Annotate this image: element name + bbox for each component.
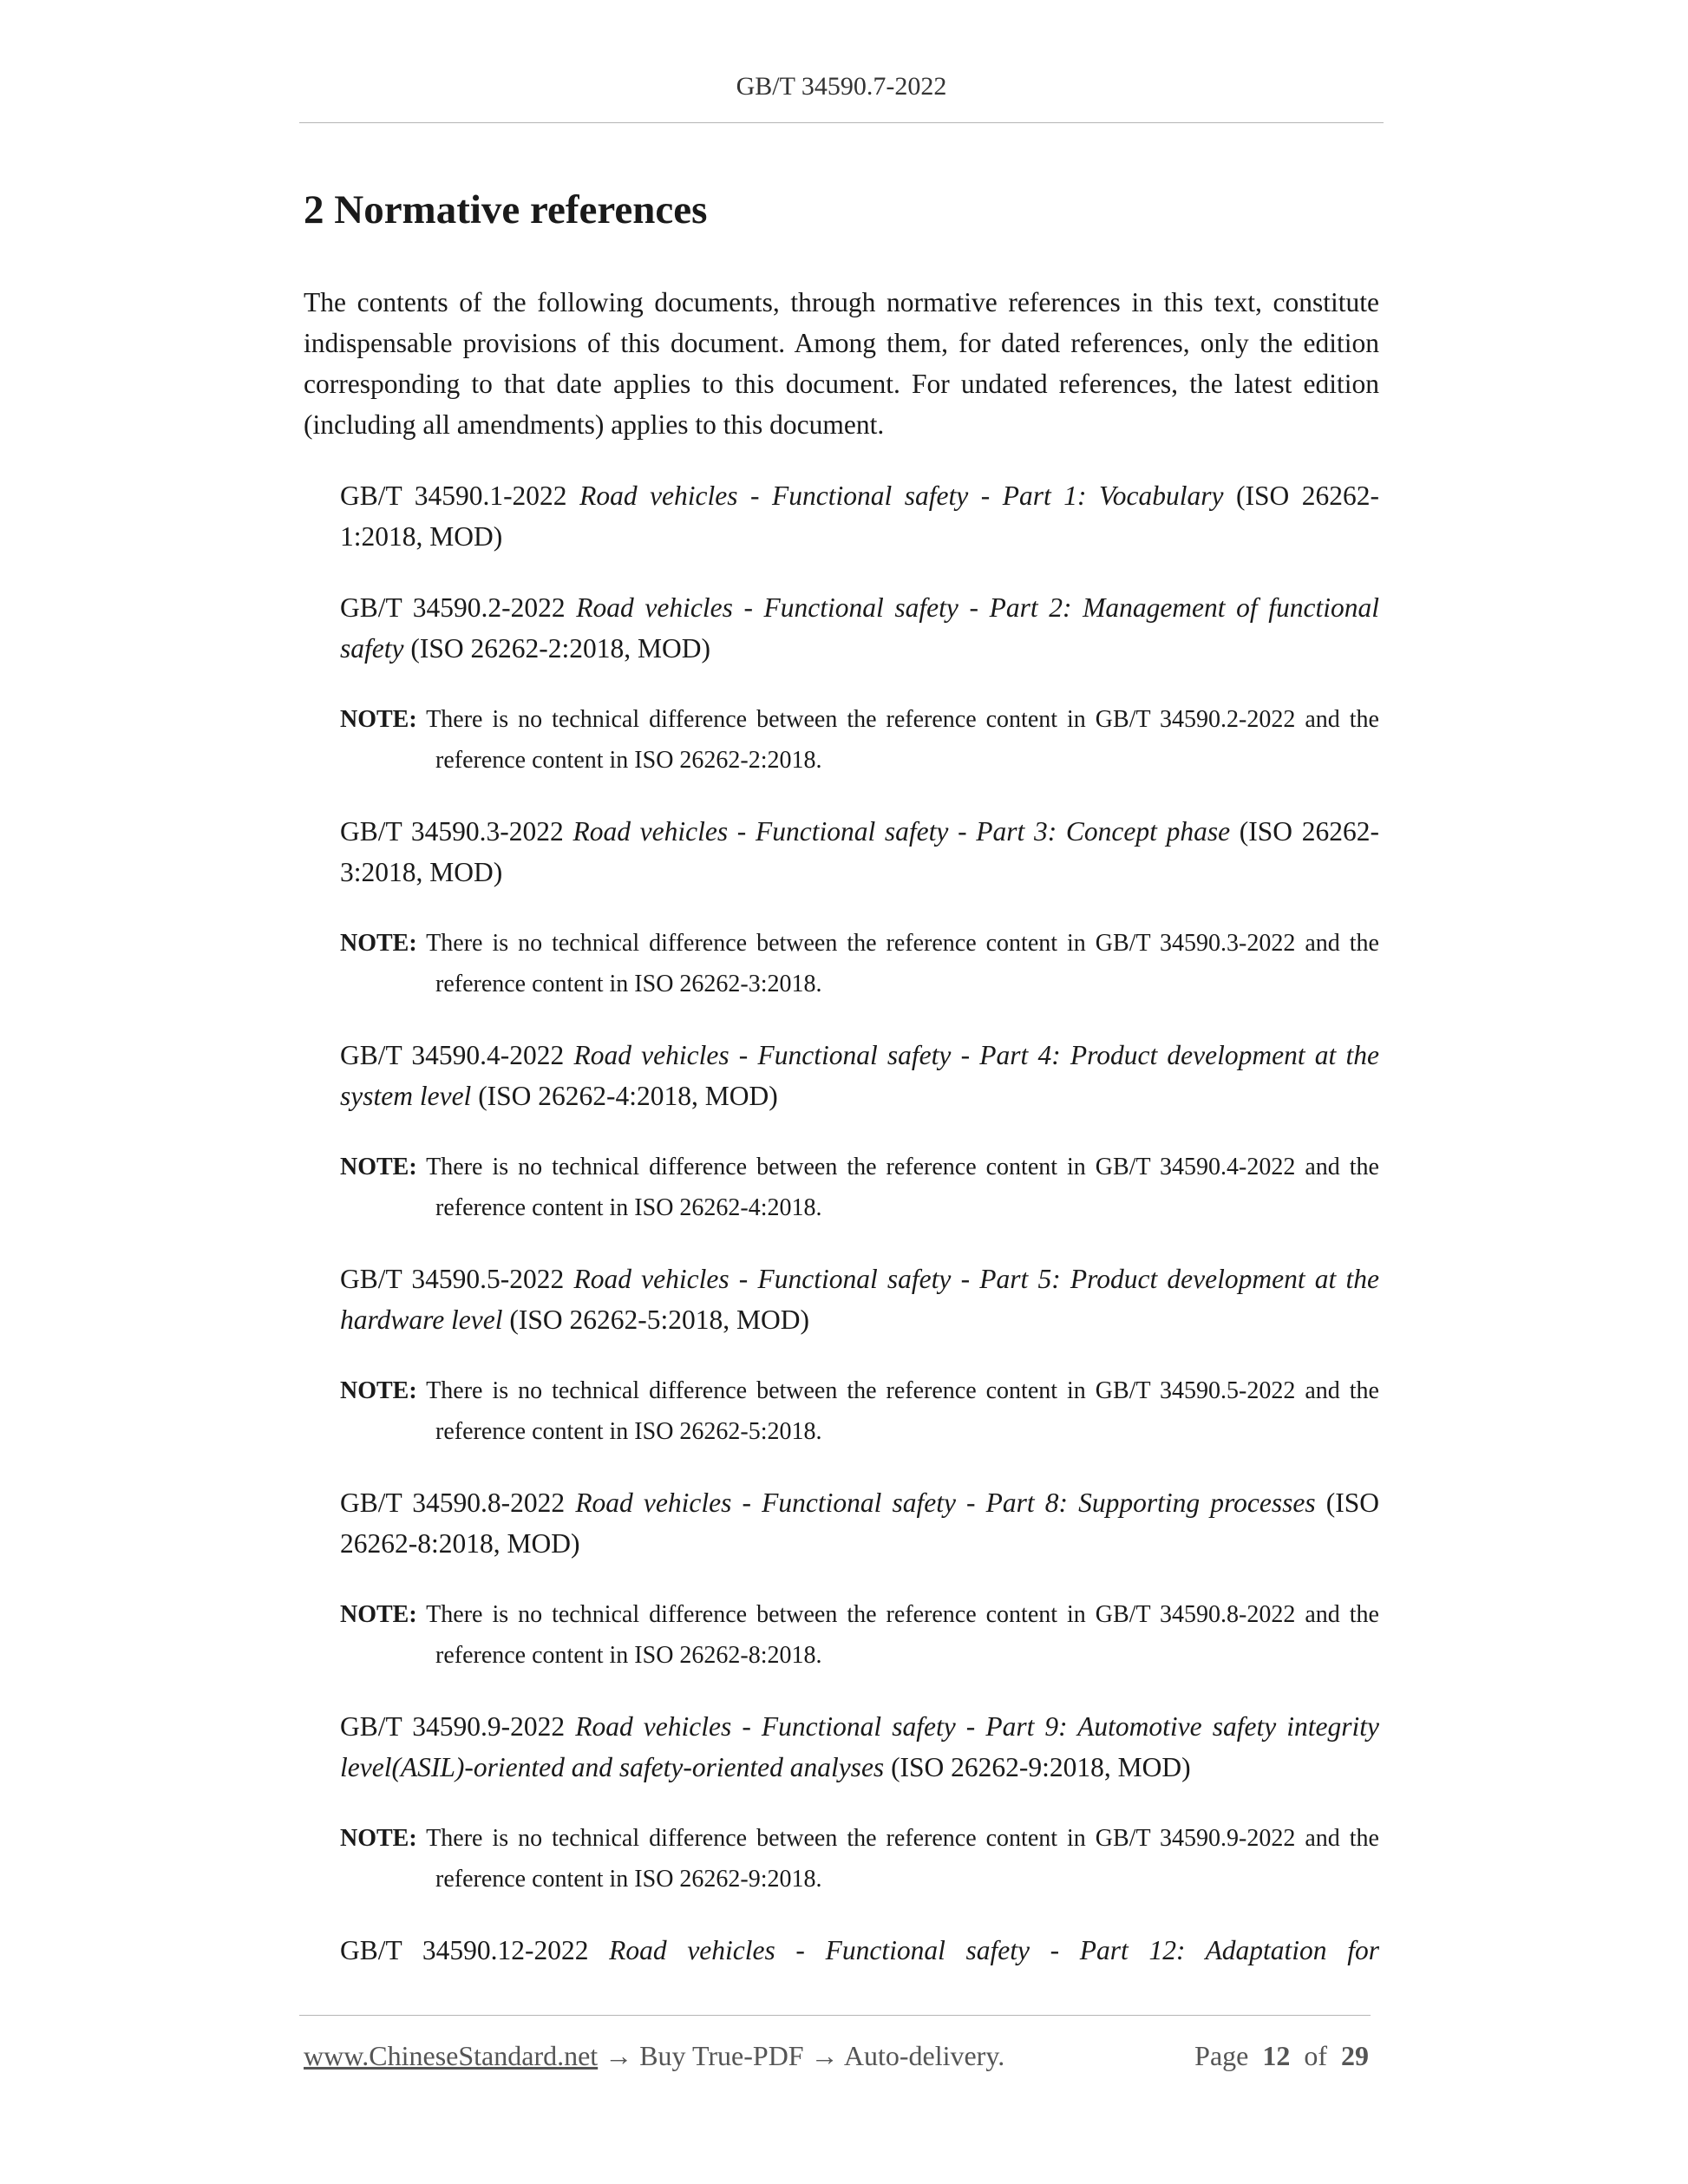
note-label: NOTE: — [340, 1825, 417, 1852]
note-text: There is no technical difference between the reference content in GB/T 34590.2-2022 and the reference content in ISO 26262-2:2018. — [426, 706, 1379, 774]
reference-title: Road vehicles - Functional safety - Part 3: Concept phase — [572, 816, 1231, 847]
reference-suffix: (ISO 26262-3:2018, MOD) — [340, 816, 1379, 887]
reference-item — [340, 811, 1379, 893]
reference-code: GB/T 34590.2-2022 — [340, 592, 566, 623]
page-label: Page — [1194, 2040, 1249, 2071]
note-text: There is no technical difference between the reference content in GB/T 34590.3-2022 and the reference content in ISO 26262-3:2018. — [426, 930, 1379, 997]
section-title: 2 Normative references — [304, 187, 708, 232]
reference-item — [340, 475, 1379, 557]
footer-divider — [299, 2015, 1371, 2016]
reference-code: GB/T 34590.1-2022 — [340, 481, 567, 511]
header-divider — [299, 122, 1384, 123]
note — [340, 699, 1379, 781]
note — [340, 1594, 1379, 1676]
auto-delivery-text: Auto-delivery. — [843, 2040, 1005, 2071]
buy-pdf-text: Buy True-PDF — [639, 2040, 804, 2071]
note-label: NOTE: — [340, 930, 417, 957]
reference-code: GB/T 34590.9-2022 — [340, 1711, 566, 1742]
note — [340, 923, 1379, 1004]
reference-code: GB/T 34590.3-2022 — [340, 816, 564, 847]
reference-suffix: (ISO 26262-1:2018, MOD) — [340, 481, 1379, 552]
page-current: 12 — [1262, 2040, 1291, 2071]
note — [340, 1818, 1379, 1900]
site-link[interactable]: www.ChineseStandard.net — [304, 2040, 599, 2071]
reference-title: Road vehicles - Functional safety - Part 9: Automotive safety integrity level(ASIL)-oriented and safety-oriented analyses — [340, 1711, 1379, 1782]
note-text: There is no technical difference between the reference content in GB/T 34590.4-2022 and the reference content in ISO 26262-4:2018. — [426, 1154, 1379, 1221]
arrow-right-icon: → — [810, 2040, 839, 2071]
reference-item — [340, 1930, 1379, 1971]
note-text: There is no technical difference between the reference content in GB/T 34590.5-2022 and the reference content in ISO 26262-5:2018. — [426, 1377, 1379, 1445]
arrow-right-icon: → — [605, 2040, 633, 2071]
reference-code: GB/T 34590.4-2022 — [340, 1040, 565, 1070]
reference-code: GB/T 34590.8-2022 — [340, 1488, 566, 1518]
reference-title: Road vehicles - Functional safety - Part 12: Adaptation for — [609, 1935, 1379, 1965]
note — [340, 1370, 1379, 1452]
reference-title: Road vehicles - Functional safety - Part 8: Supporting processes — [575, 1488, 1316, 1518]
note-label: NOTE: — [340, 706, 417, 733]
reference-suffix: (ISO 26262-5:2018, MOD) — [509, 1305, 809, 1335]
reference-title: Road vehicles - Functional safety - Part 5: Product development at the hardware level — [340, 1264, 1379, 1335]
note-label: NOTE: — [340, 1377, 417, 1404]
reference-suffix: (ISO 26262-4:2018, MOD) — [478, 1081, 778, 1111]
reference-suffix: (ISO 26262-2:2018, MOD) — [410, 633, 710, 664]
section-intro: The contents of the following documents, through normative references in this text, constitute indispensable provisions of this document. Among them, for dated references, only the edition corresponding to that date applies to this document. For undated references, the latest edition (including all amendments) applies to this document. — [304, 287, 1379, 440]
reference-item — [340, 1035, 1379, 1116]
reference-suffix: (ISO 26262-8:2018, MOD) — [340, 1488, 1379, 1559]
note-label: NOTE: — [340, 1154, 417, 1180]
page-header-doc-id: GB/T 34590.7-2022 — [736, 72, 947, 101]
reference-title: Road vehicles - Functional safety - Part 2: Management of functional safety — [340, 592, 1379, 664]
note-text: There is no technical difference between the reference content in GB/T 34590.9-2022 and the reference content in ISO 26262-9:2018. — [426, 1825, 1379, 1893]
reference-list — [340, 475, 1379, 2001]
reference-title: Road vehicles - Functional safety - Part 4: Product development at the system level — [340, 1040, 1379, 1111]
reference-code: GB/T 34590.12-2022 — [340, 1935, 589, 1965]
footer-left — [304, 2038, 1004, 2073]
note-label: NOTE: — [340, 1601, 417, 1628]
reference-item — [340, 1482, 1379, 1564]
reference-item — [340, 1706, 1379, 1788]
reference-title: Road vehicles - Functional safety - Part 1: Vocabulary — [579, 481, 1224, 511]
note-text: There is no technical difference between the reference content in GB/T 34590.8-2022 and the reference content in ISO 26262-8:2018. — [426, 1601, 1379, 1669]
reference-item — [340, 587, 1379, 669]
page-total: 29 — [1341, 2040, 1369, 2071]
reference-suffix: (ISO 26262-9:2018, MOD) — [891, 1752, 1191, 1782]
note — [340, 1147, 1379, 1228]
page-number — [1194, 2038, 1369, 2073]
reference-code: GB/T 34590.5-2022 — [340, 1264, 565, 1294]
reference-item — [340, 1259, 1379, 1340]
of-label: of — [1304, 2040, 1327, 2071]
